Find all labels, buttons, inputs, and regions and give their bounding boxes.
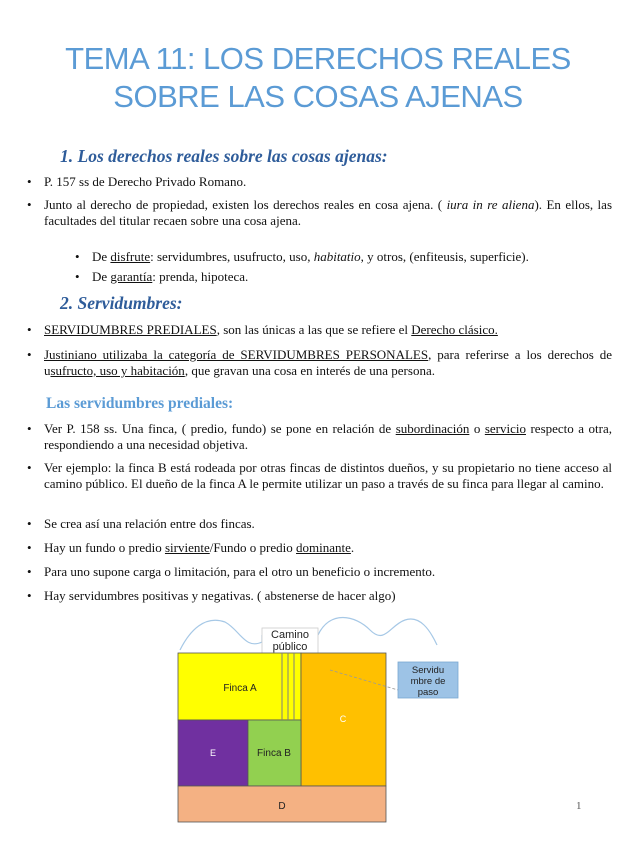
section-heading-1: 1. Los derechos reales sobre las cosas ajenas: [60,146,388,166]
servidumbre-diagram [0,600,636,830]
page-number: 1 [576,800,582,812]
callout-line-3: paso [417,687,439,698]
bullet-item: • Ver ejemplo: la finca B está rodeada por otras fincas de distintos dueños, y su propietario no tiene acceso al camino público. El dueño de la finca A le permite utilizar un paso a través de su finca para llegar al camino. [44,460,612,492]
bullet-item: • Para uno supone carga o limitación, para el otro un beneficio o incremento. [44,564,612,580]
section-heading-2: 2. Servidumbres: [60,293,183,313]
callout-line-2: mbre de [410,676,446,687]
title-line-2: SOBRE LAS COSAS AJENAS [113,79,523,114]
road-label-line-1: Camino [271,629,309,641]
bullet-item: • P. 157 ss de Derecho Privado Romano. [44,174,612,190]
bullet-item: • Justiniano utilizaba la categoría de SERVIDUMBRES PERSONALES, para referirse a los derechos de usufructo, uso y habitación, que gravan una cosa en interés de una persona. [44,347,612,379]
bullet-item: • Hay un fundo o predio sirviente/Fundo o predio dominante. [44,540,612,556]
page-title [0,40,636,116]
finca-b-label: Finca B [257,748,291,759]
road-label-line-2: público [272,641,308,653]
title-line-1: TEMA 11: LOS DERECHOS REALES [65,41,571,76]
sub-bullet-item: • De garantía: prenda, hipoteca. [92,269,612,285]
callout-line-1: Servidu [411,665,445,676]
bullet-item: • Ver P. 158 ss. Una finca, ( predio, fundo) se pone en relación de subordinación o servicio respecto a otra, respondiendo a una necesidad objetiva. [44,421,612,453]
finca-a-label: Finca A [223,683,257,694]
bullet-item: • SERVIDUMBRES PREDIALES, son las únicas a las que se refiere el Derecho clásico. [44,322,612,338]
sub-bullet-item: • De disfrute: servidumbres, usufructo, uso, habitatio, y otros, (enfiteusis, superficie). [92,249,612,265]
bullet-item: • Hay servidumbres positivas y negativas. ( abstenerse de hacer algo) [44,588,612,604]
finca-d-label: D [278,801,286,812]
bullet-item: • Junto al derecho de propiedad, existen los derechos reales en cosa ajena. ( iura in re aliena). En ellos, las facultades del titular recaen sobre una cosa ajena. [44,197,612,229]
section-heading-3: Las servidumbres prediales: [46,395,234,412]
bullet-item: • Se crea así una relación entre dos fincas. [44,516,612,532]
finca-e-label: E [209,748,217,758]
finca-c-label: C [339,714,347,724]
